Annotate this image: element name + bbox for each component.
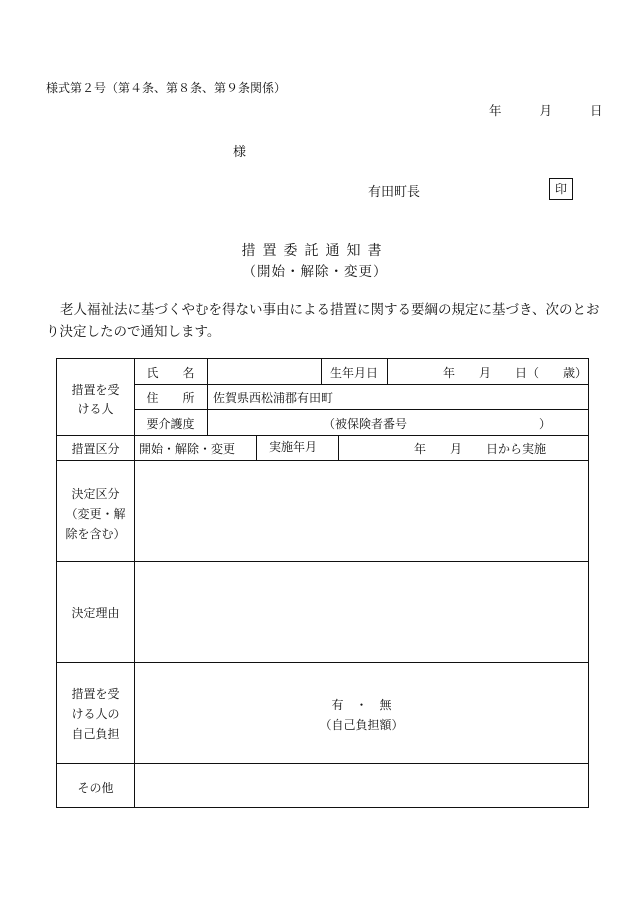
burden-line3: 自己負担 [71, 727, 120, 741]
decision-category-line3: 除を含む） [65, 527, 126, 541]
decision-category-field[interactable] [139, 469, 579, 557]
category-label: 措置区分 [71, 442, 120, 456]
recipient-header-line2: ける人 [77, 402, 114, 416]
burden-line1: 措置を受 [71, 687, 120, 701]
seal-box: 印 [549, 178, 573, 200]
address-label: 住 所 [146, 391, 195, 405]
date-month-label: 月 [539, 103, 552, 118]
date-year-label: 年 [489, 103, 502, 118]
recipient-header-line1: 措置を受 [71, 383, 120, 397]
issue-date [489, 101, 602, 119]
form-reference: 様式第２号（第４条、第８条、第９条関係） [46, 81, 287, 95]
implementation-date-field[interactable]: 年 月 日から実施 [414, 442, 547, 456]
document-title: 措置委託通知書 [241, 243, 389, 259]
insured-number-field[interactable]: （被保険者番号 ） [323, 417, 552, 431]
category-field[interactable]: 開始・解除・変更 [139, 442, 236, 456]
birthdate-field[interactable]: 年 月 日（ 歳） [443, 366, 588, 380]
decision-category-header [57, 484, 134, 544]
care-level-label: 要介護度 [146, 417, 195, 431]
burden-choice[interactable]: 有 ・ 無 [331, 698, 392, 712]
other-field[interactable] [139, 769, 579, 803]
decision-category-line2: （変更・解 [65, 507, 126, 521]
decision-reason-field[interactable] [139, 569, 579, 657]
name-label: 氏 名 [146, 366, 195, 380]
burden-line2: ける人の [71, 707, 120, 721]
document-subtitle: （開始・解除・変更） [242, 264, 388, 280]
birthdate-label: 生年月日 [329, 366, 378, 380]
recipient-header [57, 381, 134, 419]
decision-category-line1: 決定区分 [71, 487, 120, 501]
address-field[interactable]: 佐賀県西松浦郡有田町 [213, 391, 334, 405]
implementation-date-label: 実施年月 [269, 440, 318, 454]
decision-reason-label: 決定理由 [71, 606, 120, 620]
notice-table [56, 358, 589, 808]
other-label: その他 [77, 781, 114, 795]
notice-body [46, 299, 606, 343]
sender-name: 有田町長 [368, 185, 421, 200]
burden-amount-field[interactable]: （自己負担額） [319, 718, 404, 732]
date-day-label: 日 [589, 103, 603, 118]
burden-header [57, 684, 134, 744]
notice-body-text: 老人福祉法に基づくやむを得ない事由による措置に関する要綱の規定に基づき、次のとおり決定したので通知します。 [46, 302, 600, 340]
addressee-suffix: 様 [233, 145, 247, 160]
